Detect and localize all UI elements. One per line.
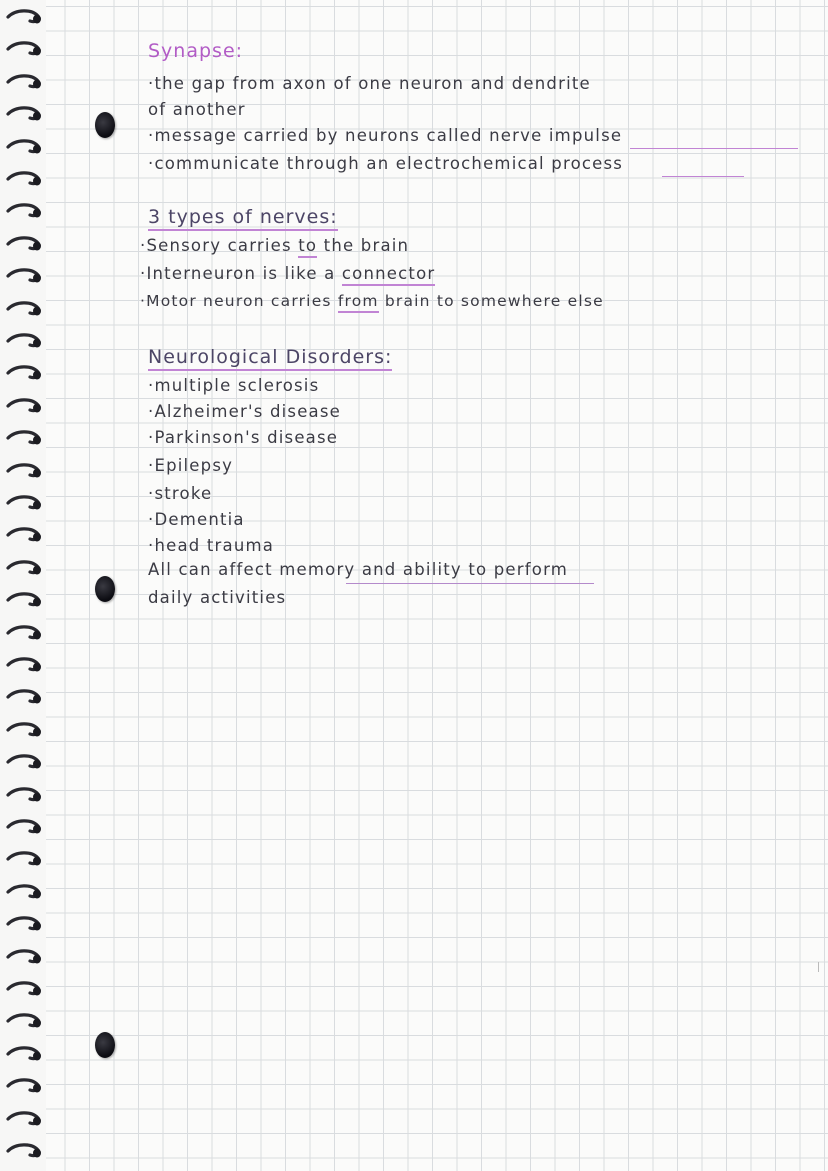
disorder-item: ·multiple sclerosis	[148, 376, 320, 395]
nerve-motor	[140, 292, 604, 310]
synapse-heading: Synapse:	[148, 40, 244, 62]
disorder-item: ·head trauma	[148, 536, 275, 555]
underline-memory-ability	[346, 583, 594, 584]
spiral-coil	[6, 170, 36, 184]
underline-process	[662, 176, 744, 177]
spiral-coil	[6, 267, 36, 281]
synapse-bullet-1: ·the gap from axon of one neuron and dendrite	[148, 74, 591, 93]
spiral-coil	[6, 786, 36, 800]
spiral-coil	[6, 138, 36, 152]
spiral-coil	[6, 462, 36, 476]
nerve-sensory-emph: to	[298, 236, 317, 258]
synapse-bullet-3: ·communicate through an electrochemical process	[148, 154, 624, 173]
disorders-heading	[148, 346, 392, 368]
disorders-summary-line-1: All can affect memory and ability to perform	[148, 560, 569, 579]
spiral-coil	[6, 591, 36, 605]
punch-hole	[95, 112, 115, 138]
spiral-coil	[6, 429, 36, 443]
spiral-coil	[6, 915, 36, 929]
spiral-coil	[6, 494, 36, 508]
nerves-heading	[148, 206, 338, 228]
nerve-sensory-a: ·Sensory carries	[140, 236, 299, 255]
spiral-coil	[6, 721, 36, 735]
spiral-coil	[6, 1142, 36, 1156]
nerve-motor-emph: from	[338, 292, 379, 313]
spiral-coil	[6, 332, 36, 346]
disorder-item: ·stroke	[148, 484, 213, 503]
spiral-coil	[6, 364, 36, 378]
spiral-coil	[6, 850, 36, 864]
disorder-item: ·Epilepsy	[148, 456, 234, 475]
disorders-summary-line-2: daily activities	[148, 588, 287, 607]
spiral-binding	[0, 0, 46, 1171]
spiral-coil	[6, 8, 36, 22]
spiral-coil	[6, 73, 36, 87]
spiral-coil	[6, 235, 36, 249]
nerve-sensory	[140, 236, 409, 255]
spiral-coil	[6, 1110, 36, 1124]
nerve-motor-b: brain to somewhere else	[378, 292, 604, 310]
synapse-bullet-2: ·message carried by neurons called nerve impulse	[148, 126, 623, 145]
nerve-motor-a: ·Motor neuron carries	[140, 292, 338, 310]
spiral-coil	[6, 202, 36, 216]
spiral-coil	[6, 980, 36, 994]
disorder-item: ·Alzheimer's disease	[148, 402, 342, 421]
disorder-item: ·Dementia	[148, 510, 245, 529]
spiral-coil	[6, 688, 36, 702]
page-mark	[818, 962, 819, 972]
spiral-coil	[6, 1045, 36, 1059]
spiral-coil	[6, 105, 36, 119]
nerves-heading-text: 3 types of nerves:	[148, 206, 338, 231]
nerve-sensory-b: the brain	[317, 236, 410, 255]
punch-hole	[95, 1032, 115, 1058]
spiral-coil	[6, 656, 36, 670]
spiral-coil	[6, 818, 36, 832]
spiral-coil	[6, 883, 36, 897]
disorder-item: ·Parkinson's disease	[148, 428, 339, 447]
spiral-coil	[6, 948, 36, 962]
disorders-heading-text: Neurological Disorders:	[148, 346, 392, 371]
spiral-coil	[6, 624, 36, 638]
spiral-coil	[6, 1077, 36, 1091]
spiral-coil	[6, 526, 36, 540]
underline-nerve-impulse	[630, 148, 798, 149]
spiral-coil	[6, 559, 36, 573]
nerve-interneuron-a: ·Interneuron is like a	[140, 264, 342, 283]
spiral-coil	[6, 397, 36, 411]
nerve-interneuron-emph: connector	[342, 264, 435, 286]
spiral-coil	[6, 300, 36, 314]
nerve-interneuron	[140, 264, 435, 283]
punch-hole	[95, 576, 115, 602]
spiral-coil	[6, 1012, 36, 1026]
spiral-coil	[6, 40, 36, 54]
synapse-bullet-1-cont: of another	[148, 100, 246, 119]
spiral-coil	[6, 753, 36, 767]
